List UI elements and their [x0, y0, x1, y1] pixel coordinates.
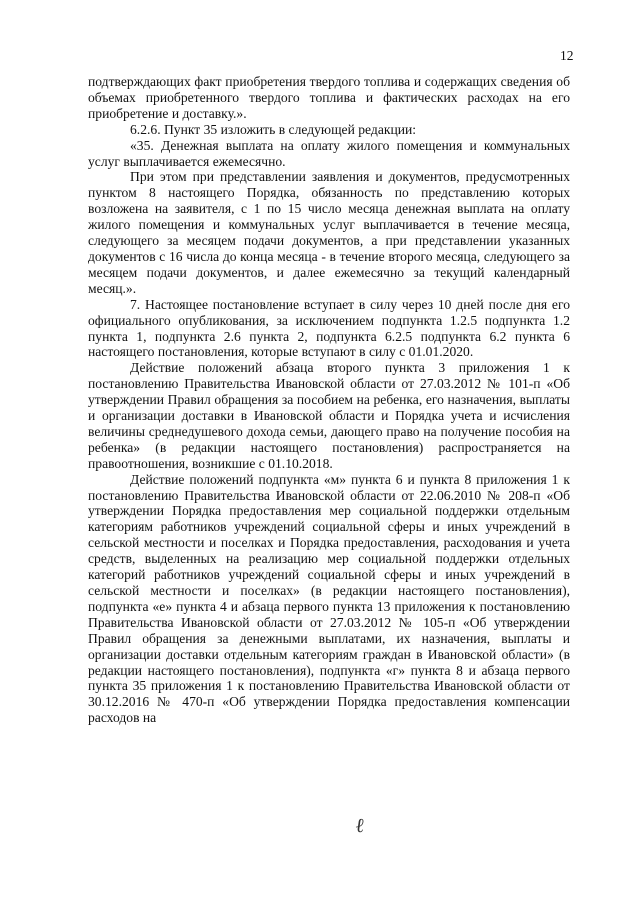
paragraph: При этом при представлении заявления и документов, предусмотренных пунктом 8 настоящего Порядка, обязанность по представлению которых возложена на заявителя, с 1 по 15 число месяца денежная выплата на оплату жилого помещения и коммунальных услуг выплачивается в течение месяца, следующего за месяцем подачи документов, а при представлении указанных документов с 16 числа до конца месяца - в течение второго месяца, следующего за месяцем подачи документов, и далее ежемесячно за текущий календарный месяц.».: [88, 169, 570, 296]
paragraph: Действие положений подпункта «м» пункта 6 и пункта 8 приложения 1 к постановлению Правительства Ивановской области от 22.06.2010 № 208-п «Об утверждении Порядка предоставления мер социальной поддержки отдельным категориям работников учреждений социальной сферы и иных учреждений в сельской местности и поселках и Порядка предоставления, расходования и учета средств, выделенных на реализацию мер социальной поддержки отдельных категорий работников учреждений социальной сферы и иных учреждений в сельской местности и поселках» (в редакции настоящего постановления), подпункта «е» пункта 4 и абзаца первого пункта 13 приложения к постановлению Правительства Ивановской области от 27.03.2012 № 105-п «Об утверждении Правил обращения за денежными выплатами, их назначения, выплаты и организации доставки отдельным категориям граждан в Ивановской области» (в редакции настоящего постановления), подпункта «г» пункта 8 и абзаца первого пункта 35 приложения 1 к постановлению Правительства Ивановской области от 30.12.2016 № 470-п «Об утверждении Порядка предоставления компенсации расходов на: [88, 471, 570, 726]
paragraph: Действие положений абзаца второго пункта 3 приложения 1 к постановлению Правительства Ивановской области от 27.03.2012 № 101-п «Об утверждении Правил обращения за пособием на ребенка, его назначения, выплаты и организации доставки в Ивановской области и Порядка учета и исчисления величины среднедушевого дохода семьи, дающего право на получение пособия на ребенка» (в редакции настоящего постановления) распространяется на правоотношения, возникшие с 01.10.2018.: [88, 360, 570, 471]
paragraph: 6.2.6. Пункт 35 изложить в следующей редакции:: [130, 121, 417, 137]
document-body: [88, 74, 570, 726]
paragraph: «35. Денежная выплата на оплату жилого помещения и коммунальных услуг выплачивается ежемесячно.: [88, 137, 570, 169]
paragraph: 7. Настоящее постановление вступает в силу через 10 дней после дня его официального опубликования, за исключением подпункта 1.2.5 подпункта 1.2 пункта 1, подпункта 2.6 пункта 2, подпункта 6.2.5 подпункта 6.2 пункта 6 настоящего постановления, которые вступают в силу с 01.01.2020.: [88, 296, 570, 360]
pen-mark: ℓ: [353, 814, 367, 838]
paragraph: подтверждающих факт приобретения твердого топлива и содержащих сведения об объемах приобретенного твердого топлива и фактических расходах на его приобретение и доставку.».: [88, 74, 570, 121]
page-number: 12: [560, 48, 574, 63]
